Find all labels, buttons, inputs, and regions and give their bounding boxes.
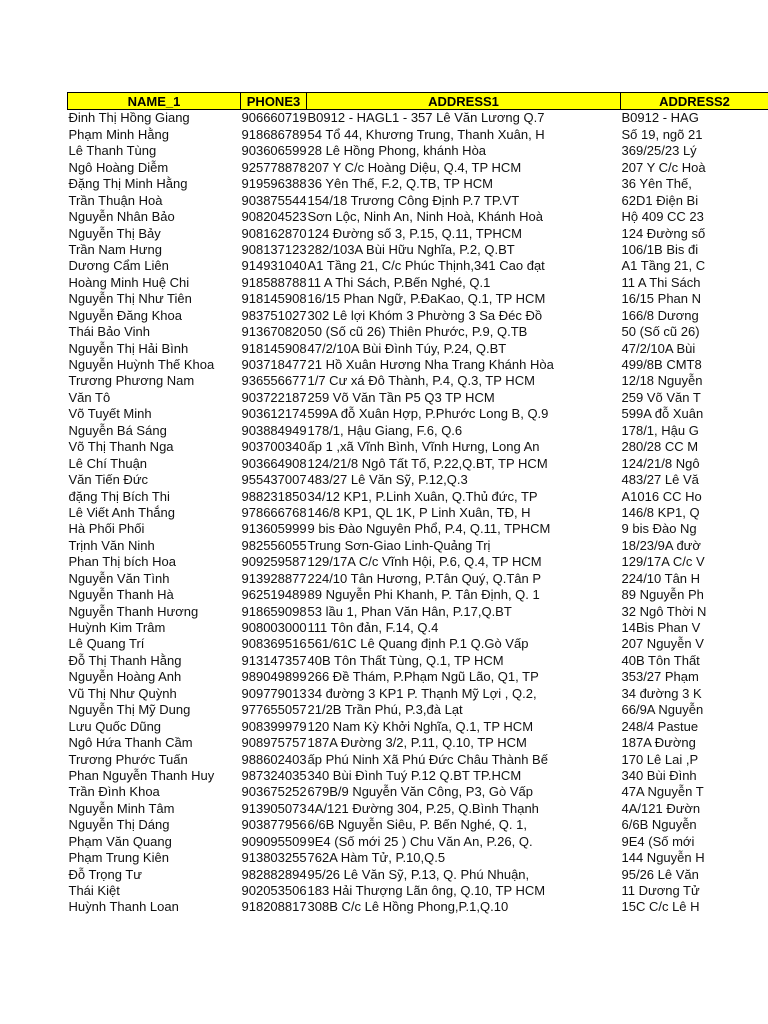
table-row [68,324,768,340]
address2-cell[interactable]: 36 Yên Thế, [621,176,692,192]
phone-cell[interactable]: 908975757 [241,735,307,751]
address2-cell[interactable]: 170 Lê Lai ,P [621,751,699,767]
name-cell[interactable]: Nguyễn Nhân Bảo [68,209,175,225]
table-row [68,784,768,800]
name-cell[interactable]: Văn Tiến Đức [68,472,149,488]
address2-cell[interactable]: 599A đỗ Xuân [621,406,704,422]
phone-cell[interactable]: 908003000 [241,620,307,635]
address2-cell[interactable]: B0912 - HAG [621,110,699,126]
phone-cell[interactable]: 909259587 [241,554,307,570]
phone-cell[interactable]: 977655057 [241,702,307,718]
phone-cell[interactable]: 988602403 [241,751,307,767]
address2-cell[interactable]: 9 bis Đào Ng [621,521,697,537]
name-cell[interactable]: Phan Nguyễn Thanh Huy [68,767,215,783]
name-cell[interactable]: Đặng Thị Minh Hằng [68,176,188,192]
address2-cell[interactable]: 353/27 Phạm [621,669,699,685]
address1-cell[interactable]: 1/7 Cư xá Đô Thành, P.4, Q.3, TP HCM [307,373,535,389]
address2-cell[interactable]: 124 Đường số [621,225,706,241]
phone-cell[interactable]: 913605999 [241,521,307,537]
customer-table [67,92,768,915]
name-cell[interactable]: Nguyễn Hoàng Anh [68,669,182,685]
phone-cell[interactable]: 903606599 [241,143,307,159]
address2-cell[interactable]: 248/4 Pastue [621,718,699,734]
address1-cell[interactable]: 679B/9 Nguyễn Văn Công, P3, Gò Vấp [307,784,533,800]
phone-cell[interactable]: 936556677 [241,373,307,389]
name-cell[interactable]: Huỳnh Kim Trâm [68,620,166,635]
name-cell[interactable]: Nguyễn Bá Sáng [68,422,167,438]
address1-cell[interactable]: 111 Tôn đản, F.14, Q.4 [307,620,439,635]
address2-cell[interactable]: A1016 CC Ho [621,488,702,504]
name-cell[interactable]: Ngô Hứa Thanh Cầm [68,735,193,751]
name-cell[interactable]: Ngô Hoàng Diễm [68,159,169,175]
table-row [68,850,768,866]
address2-cell[interactable]: 483/27 Lê Vă [621,472,699,488]
address1-cell[interactable]: Trung Sơn-Giao Linh-Quảng Trị [307,537,491,553]
phone-cell[interactable]: 903664908 [241,455,307,471]
table-row [68,274,768,290]
address1-cell[interactable]: 146/8 KP1, QL 1K, P Linh Xuân, TĐ, H [307,504,531,520]
phone-cell[interactable]: 913147357 [241,652,307,668]
table-row [68,620,768,636]
phone-cell[interactable]: 918588788 [241,274,307,290]
table-row [68,126,768,142]
address2-cell[interactable]: A1 Tầng 21, C [621,258,706,274]
phone-cell[interactable]: 982882894 [241,866,307,882]
address1-cell[interactable]: 53 lầu 1, Phan Văn Hân, P.17,Q.BT [307,603,512,619]
address2-cell[interactable]: 187A Đường [621,735,696,751]
table-row [68,735,768,751]
phone-cell[interactable]: 902053506 [241,883,307,898]
address1-cell[interactable]: 50 (Số cũ 26) Thiên Phước, P.9, Q.TB [307,324,528,340]
phone-cell[interactable]: 909779013 [241,685,307,701]
name-cell[interactable]: Phan Thị bích Hoa [68,554,176,570]
phone-cell[interactable]: 913928877 [241,570,307,586]
address2-cell[interactable]: 166/8 Dương [621,307,699,323]
phone-cell[interactable]: 918659098 [241,603,307,619]
address1-cell[interactable]: ấp 1 ,xã Vĩnh Bình, Vĩnh Hưng, Long An [307,439,540,455]
phone-cell[interactable]: 918208817 [241,899,307,915]
address1-cell[interactable]: 34 đường 3 KP1 P. Thạnh Mỹ Lợi , Q.2, [307,685,537,701]
table-row [68,209,768,225]
table-row [68,537,768,553]
address1-cell[interactable]: 224/10 Tân Hương, P.Tân Quý, Q.Tân P [307,570,542,586]
name-cell[interactable]: Trương Phước Tuấn [68,751,188,767]
table-row [68,899,768,915]
name-cell[interactable]: Lưu Quốc Dũng [68,718,162,734]
address1-cell[interactable]: 207 Y C/c Hoàng Diệu, Q.4, TP HCM [307,159,522,175]
name-cell[interactable]: Thái Bảo Vinh [68,324,150,340]
phone-cell[interactable]: 918145908 [241,340,307,356]
address2-cell[interactable]: 9E4 (Số mới [621,833,695,849]
name-cell[interactable]: Nguyễn Minh Tâm [68,800,175,816]
address2-cell[interactable]: 40B Tôn Thất [621,652,700,668]
address1-cell[interactable]: 16/15 Phan Ngữ, P.ĐaKao, Q.1, TP HCM [307,291,546,307]
phone-cell[interactable]: 906660719 [241,110,307,126]
phone-cell[interactable]: 919596388 [241,176,307,192]
name-cell[interactable]: Nguyễn Huỳnh Thế Khoa [68,357,215,372]
address2-cell[interactable]: 124/21/8 Ngô [621,455,700,471]
phone-cell[interactable]: 914931040 [241,258,307,274]
name-cell[interactable]: Huỳnh Thanh Loan [68,899,179,915]
table-row [68,110,768,127]
address1-cell[interactable]: 129/17A C/c Vĩnh Hội, P.6, Q.4, TP HCM [307,554,542,570]
name-cell[interactable]: Văn Tô [68,389,111,405]
phone-cell[interactable]: 903877956 [241,817,307,833]
address1-cell[interactable]: 178/1, Hậu Giang, F.6, Q.6 [307,422,463,438]
phone-cell[interactable]: 908162870 [241,225,307,241]
address2-cell[interactable]: Hộ 409 CC 23 [621,209,704,225]
address1-cell[interactable]: 124 Đường số 3, P.15, Q.11, TPHCM [307,225,522,241]
phone-cell[interactable]: 982556055 [241,537,307,553]
phone-cell[interactable]: 913670820 [241,324,307,340]
name-cell[interactable]: Hà Phối Phối [68,521,145,537]
phone-cell[interactable]: 908204523 [241,209,307,225]
header-address2[interactable]: ADDRESS2 [621,93,768,110]
table-header [68,93,768,110]
address2-cell[interactable]: 259 Võ Văn T [621,389,701,405]
address2-cell[interactable]: 14Bis Phan V [621,620,701,635]
name-cell[interactable]: Vũ Thị Như Quỳnh [68,685,177,701]
address2-cell[interactable]: 6/6B Nguyễn [621,817,697,833]
address2-cell[interactable]: 207 Y C/c Hoà [621,159,706,175]
table-row [68,143,768,159]
address1-cell[interactable]: 6/6B Nguyễn Siêu, P. Bến Nghé, Q. 1, [307,817,527,833]
address1-cell[interactable]: 9E4 (Số mới 25 ) Chu Văn An, P.26, Q. [307,833,533,849]
name-cell[interactable]: Thái Kiệt [68,883,120,898]
address1-cell[interactable]: 40B Tôn Thất Tùng, Q.1, TP HCM [307,652,504,668]
name-cell[interactable]: Trần Thuận Hoà [68,192,163,208]
phone-cell[interactable]: 903675252 [241,784,307,800]
phone-cell[interactable]: 903700340 [241,439,307,455]
phone-cell[interactable]: 918145908 [241,291,307,307]
table-row [68,439,768,455]
table-row [68,570,768,586]
header-row [68,93,768,110]
table-row [68,373,768,389]
address2-cell[interactable]: 32 Ngô Thời N [621,603,707,619]
table-row [68,242,768,258]
table-row [68,258,768,274]
phone-cell[interactable]: 978666768 [241,504,307,520]
table-row [68,751,768,767]
address1-cell[interactable]: 762A Hàm Tử, P.10,Q.5 [307,850,446,866]
phone-cell[interactable]: 987324035 [241,767,307,783]
address1-cell[interactable]: 54 Tổ 44, Khương Trung, Thanh Xuân, H [307,126,545,142]
phone-cell[interactable]: 988231850 [241,488,307,504]
name-cell[interactable]: Dương Cẩm Liên [68,258,169,274]
name-cell[interactable]: Trương Phương Nam [68,373,195,389]
address2-cell[interactable]: 106/1B Bis đi [621,241,699,257]
address1-cell[interactable]: 89 Nguyễn Phi Khanh, P. Tân Định, Q. 1 [307,587,540,603]
address2-cell[interactable]: 280/28 CC M [621,439,699,455]
table-row [68,652,768,668]
address1-cell[interactable]: 308B C/c Lê Hồng Phong,P.1,Q.10 [307,899,509,915]
name-cell[interactable]: Phạm Văn Quang [68,833,172,849]
table-row [68,422,768,438]
name-cell[interactable]: Nguyễn Thị Mỹ Dung [68,702,191,718]
address2-cell[interactable]: 15C C/c Lê H [621,899,700,915]
address1-cell[interactable]: 21/2B Trần Phú, P.3,đà Lạt [307,702,463,718]
table-row [68,883,768,899]
address1-cell[interactable]: ấp Phú Ninh Xã Phú Đức Châu Thành Bế [307,751,548,767]
address1-cell[interactable]: 302 Lê lợi Khóm 3 Phường 3 Sa Đéc Đồ [307,307,543,323]
phone-cell[interactable]: 909095509 [241,833,307,849]
table-row [68,389,768,405]
address1-cell[interactable]: 36 Yên Thế, F.2, Q.TB, TP HCM [307,176,493,192]
phone-cell[interactable]: 983751027 [241,307,307,323]
table-row [68,718,768,734]
table-row [68,291,768,307]
address1-cell[interactable]: 124/21/8 Ngô Tất Tố, P.22,Q.BT, TP HCM [307,455,548,471]
address2-cell[interactable]: 12/18 Nguyễn [621,373,703,389]
name-cell[interactable]: Lê Quang Trí [68,636,145,652]
address2-cell[interactable]: 499/8B CMT8 [621,357,702,372]
table-row [68,866,768,882]
address2-cell[interactable]: Số 19, ngõ 21 [621,126,703,142]
address1-cell[interactable]: A1 Tầng 21, C/c Phúc Thịnh,341 Cao đạt [307,258,545,274]
address2-cell[interactable]: 18/23/9A đườ [621,537,701,553]
address2-cell[interactable]: 34 đường 3 K [621,685,702,701]
phone-cell[interactable]: 903612174 [241,406,307,422]
name-cell[interactable]: Lê Viết Anh Thắng [68,504,176,520]
phone-cell[interactable]: 903718477 [241,357,307,372]
table-row [68,455,768,471]
phone-cell[interactable]: 962519489 [241,587,307,603]
address1-cell[interactable]: 282/103A Bùi Hữu Nghĩa, P.2, Q.BT [307,241,515,257]
name-cell[interactable]: Lê Thanh Tùng [68,143,157,159]
address1-cell[interactable]: 340 Bùi Đình Tuý P.12 Q.BT TP.HCM [307,767,522,783]
phone-cell[interactable]: 903722187 [241,389,307,405]
phone-cell[interactable]: 903875544 [241,192,307,208]
table-row [68,603,768,619]
address2-cell[interactable]: 178/1, Hậu G [621,422,699,438]
address2-cell[interactable]: 47/2/10A Bùi [621,340,696,356]
name-cell[interactable]: Nguyễn Thị Bảy [68,225,161,241]
name-cell[interactable]: Trần Nam Hưng [68,241,162,257]
name-cell[interactable]: Phạm Trung Kiên [68,850,169,866]
table-row [68,521,768,537]
table-row [68,669,768,685]
table-row [68,800,768,816]
name-cell[interactable]: Đinh Thị Hồng Giang [68,110,190,126]
table-row [68,307,768,323]
name-cell[interactable]: Phạm Minh Hằng [68,126,169,142]
address1-cell[interactable]: 187A Đường 3/2, P.11, Q.10, TP HCM [307,735,527,751]
address1-cell[interactable]: 266 Đề Thám, P.Phạm Ngũ Lão, Q1, TP [307,669,539,685]
address1-cell[interactable]: 599A đỗ Xuân Hợp, P.Phước Long B, Q.9 [307,406,549,422]
name-cell[interactable]: Nguyễn Thanh Hà [68,587,174,603]
address2-cell[interactable]: 11 A Thi Sách [621,274,701,290]
name-cell[interactable]: Nguyễn Thị Như Tiên [68,291,192,307]
table-row [68,505,768,521]
address2-cell[interactable]: 129/17A C/c V [621,554,705,570]
address2-cell[interactable]: 50 (Số cũ 26) [621,324,700,340]
table-row [68,472,768,488]
phone-cell[interactable]: 925778878 [241,159,307,175]
name-cell[interactable]: Nguyễn Đăng Khoa [68,307,182,323]
header-address1[interactable]: ADDRESS1 [307,93,621,110]
name-cell[interactable]: Đỗ Thị Thanh Hằng [68,652,182,668]
address1-cell[interactable]: 561/61C Lê Quang định P.1 Q.Gò Vấp [307,636,529,652]
table-row [68,554,768,570]
address2-cell[interactable]: 66/9A Nguyễn [621,702,704,718]
address2-cell[interactable]: 16/15 Phan N [621,291,702,307]
address1-cell[interactable]: 183 Hải Thượng Lãn ông, Q.10, TP HCM [307,883,546,898]
table-row [68,685,768,701]
table-row [68,833,768,849]
address1-cell[interactable]: Sơn Lộc, Ninh An, Ninh Hoà, Khánh Hoà [307,209,543,225]
name-cell[interactable]: Nguyễn Văn Tình [68,570,170,586]
address2-cell[interactable]: 89 Nguyễn Ph [621,587,704,603]
name-cell[interactable]: Lê Chí Thuận [68,455,148,471]
name-cell[interactable]: Trần Đình Khoa [68,784,160,800]
table-row [68,225,768,241]
spreadsheet [67,92,768,915]
address2-cell[interactable]: 207 Nguyễn V [621,636,704,652]
address2-cell[interactable]: 4A/121 Đườn [621,800,701,816]
address1-cell[interactable]: 34/12 KP1, P.Linh Xuân, Q.Thủ đức, TP [307,488,538,504]
address1-cell[interactable]: 9 bis Đào Nguyên Phổ, P.4, Q.11, TPHCM [307,521,551,537]
table-row [68,817,768,833]
address1-cell[interactable]: 95/26 Lê Văn Sỹ, P.13, Q. Phú Nhuận, [307,866,530,882]
address1-cell[interactable]: 28 Lê Hồng Phong, khánh Hòa [307,143,487,159]
phone-cell[interactable]: 913803255 [241,850,307,866]
address2-cell[interactable]: 224/10 Tân H [621,570,701,586]
table-row [68,587,768,603]
table-row [68,159,768,175]
address2-cell[interactable]: 11 Dương Tử [621,883,700,898]
address1-cell[interactable]: 483/27 Lê Văn Sỹ, P.12,Q.3 [307,472,468,488]
address2-cell[interactable]: 95/26 Lê Văn [621,866,699,882]
name-cell[interactable]: đặng Thị Bích Thi [68,488,170,504]
phone-cell[interactable]: 908137123 [241,241,307,257]
address1-cell[interactable]: 4A/121 Đường 304, P.25, Q.Bình Thạnh [307,800,539,816]
name-cell[interactable]: Nguyễn Thị Dáng [68,817,170,833]
address1-cell[interactable]: 11 A Thi Sách, P.Bến Nghé, Q.1 [307,274,491,290]
name-cell[interactable]: Nguyễn Thanh Hương [68,603,199,619]
table-body [68,110,768,916]
address1-cell[interactable]: B0912 - HAGL1 - 357 Lê Văn Lương Q.7 [307,110,545,126]
name-cell[interactable]: Nguyễn Thị Hải Bình [68,340,189,356]
header-phone[interactable]: PHONE3 [241,93,307,110]
table-row [68,702,768,718]
name-cell[interactable]: Võ Thị Thanh Nga [68,439,174,455]
address2-cell[interactable]: 62D1 Điện Bi [621,192,699,208]
phone-cell[interactable]: 913905073 [241,800,307,816]
name-cell[interactable]: Hoàng Minh Huệ Chi [68,274,190,290]
table-row [68,636,768,652]
address2-cell[interactable]: 369/25/23 Lý [621,143,697,159]
phone-cell[interactable]: 918686789 [241,126,307,142]
address2-cell[interactable]: 146/8 KP1, Q [621,504,700,520]
phone-cell[interactable]: 989049899 [241,669,307,685]
table-row [68,340,768,356]
table-row [68,406,768,422]
address1-cell[interactable]: 120 Nam Kỳ Khởi Nghĩa, Q.1, TP HCM [307,718,534,734]
address1-cell[interactable]: 259 Võ Văn Tần P5 Q3 TP HCM [307,389,495,405]
table-row [68,768,768,784]
address2-cell[interactable]: 47A Nguyễn T [621,784,704,800]
address1-cell[interactable]: 21 Hồ Xuân Hương Nha Trang Khánh Hòa [307,357,554,372]
address1-cell[interactable]: 47/2/10A Bùi Đình Túy, P.24, Q.BT [307,340,507,356]
address1-cell[interactable]: 154/18 Trương Công Định P.7 TP.VT [307,192,520,208]
name-cell[interactable]: Võ Tuyết Minh [68,406,152,422]
table-row [68,357,768,373]
phone-cell[interactable]: 908399979 [241,718,307,734]
phone-cell[interactable]: 955437007 [241,472,307,488]
address2-cell[interactable]: 340 Bùi Đình [621,767,697,783]
header-name[interactable]: NAME_1 [68,93,241,110]
address2-cell[interactable]: 144 Nguyễn H [621,850,705,866]
name-cell[interactable]: Trịnh Văn Ninh [68,537,155,553]
phone-cell[interactable]: 908369516 [241,636,307,652]
phone-cell[interactable]: 903884949 [241,422,307,438]
table-row [68,488,768,504]
table-row [68,176,768,192]
table-row [68,192,768,208]
name-cell[interactable]: Đỗ Trọng Tư [68,866,142,882]
